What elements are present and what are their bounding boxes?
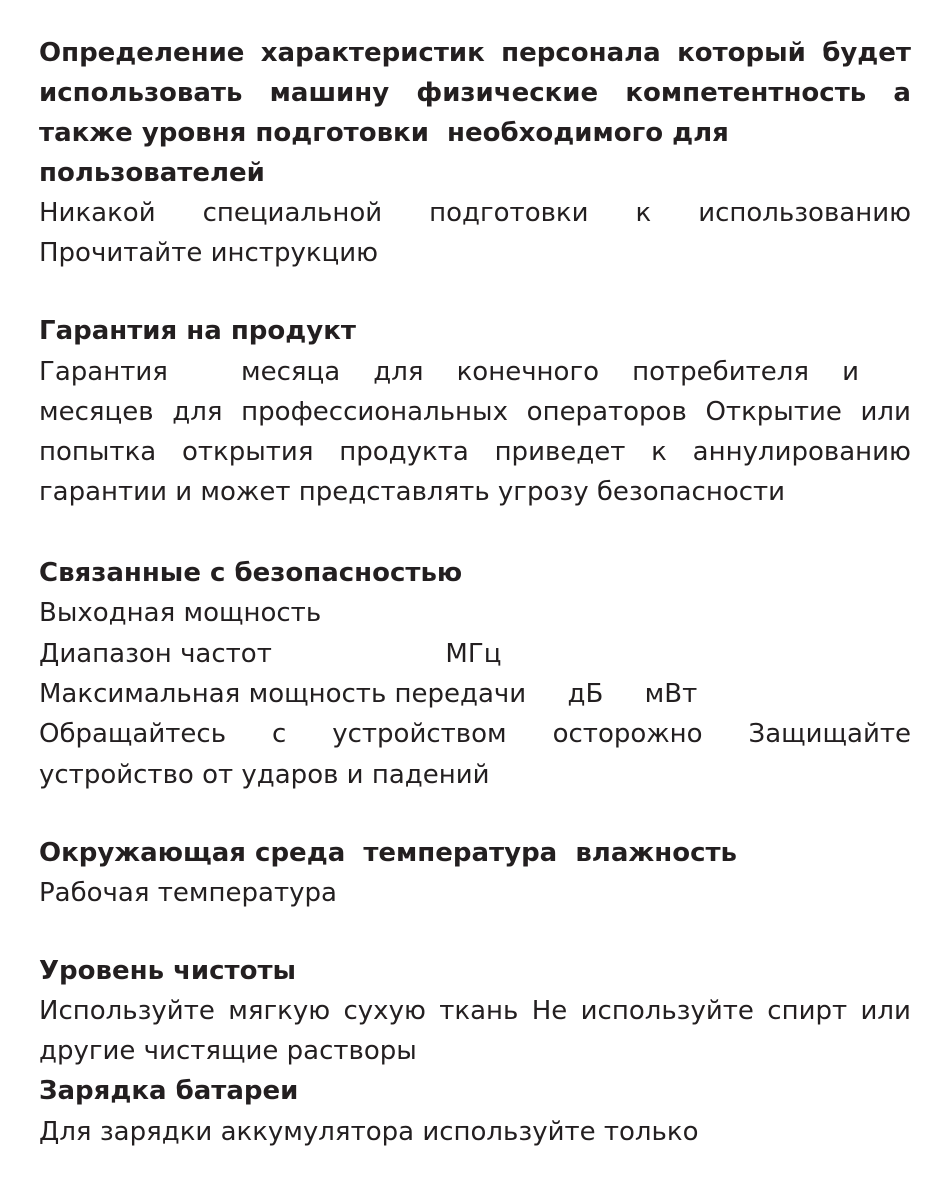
safety-body-line-2: Диапазон частот МГц [39,639,502,669]
w: использованию [698,198,911,228]
w: Не [531,996,568,1026]
warranty-body-line-2 [39,392,911,432]
safety-body-line-1: Выходная мощность [39,598,322,628]
w: продукта [339,437,469,467]
w: конечного [456,357,600,387]
w: для [172,397,223,427]
cleaning-heading: Уровень чистоты [39,956,297,986]
safety-heading: Связанные с безопасностью [39,558,463,588]
cleaning-body-line-1 [39,991,911,1031]
w: сухую [343,996,426,1026]
w: используйте [580,996,754,1026]
warranty-heading: Гарантия на продукт [39,316,356,346]
environment-heading: Окружающая среда температура влажность [39,838,737,868]
environment-body-line-1: Рабочая температура [39,878,337,908]
w: использовать [39,78,243,108]
safety-body-line-4 [39,714,911,754]
w: месяца [241,357,341,387]
warranty-body-line-3 [39,432,911,472]
w: или [860,397,911,427]
w: и [842,357,859,387]
personnel-heading-line-4: пользователей [39,158,265,188]
w: а [893,78,911,108]
w: ткань [439,996,519,1026]
w: который [677,38,806,68]
w: осторожно [552,719,703,749]
personnel-body-line-2: Прочитайте инструкцию [39,238,379,268]
w: к [635,198,652,228]
w: попытка [39,437,157,467]
w: потребителя [632,357,810,387]
w: компетентность [625,78,867,108]
w: Определение [39,38,245,68]
cleaning-body-line-2: другие чистящие растворы [39,1036,417,1066]
w: профессиональных [241,397,508,427]
w: Никакой [39,198,156,228]
w: персонала [501,38,661,68]
w: спирт [767,996,848,1026]
w: аннулированию [692,437,911,467]
safety-body-line-3: Максимальная мощность передачи дБ мВт [39,679,698,709]
w: с [271,719,287,749]
w: Обращайтесь [39,719,227,749]
w: приведет [494,437,626,467]
w: Защищайте [748,719,911,749]
warranty-body-line-4: гарантии и может представлять угрозу безопасности [39,477,786,507]
personnel-body-line-1 [39,193,911,233]
w: устройством [332,719,507,749]
w: будет [822,38,911,68]
w: или [860,996,911,1026]
w: Используйте [39,996,215,1026]
document-page [39,0,911,1189]
w: месяцев [39,397,154,427]
personnel-heading-line-3: также уровня подготовки необходимого для [39,118,729,148]
battery-body-line-1: Для зарядки аккумулятора используйте только [39,1117,699,1147]
w: специальной [202,198,383,228]
safety-body-line-5: устройство от ударов и падений [39,760,490,790]
w: Гарантия [39,357,168,387]
battery-heading: Зарядка батареи [39,1076,299,1106]
w: машину [269,78,390,108]
w: подготовки [429,198,589,228]
warranty-body-line-1 [39,352,911,392]
w: Открытие [705,397,842,427]
w: открытия [181,437,314,467]
personnel-heading-line-1 [39,33,911,73]
w: для [373,357,424,387]
w: характеристик [260,38,485,68]
personnel-heading-line-2 [39,73,911,113]
w: мягкую [228,996,331,1026]
w: операторов [526,397,687,427]
w: к [651,437,667,467]
w: физические [416,78,599,108]
